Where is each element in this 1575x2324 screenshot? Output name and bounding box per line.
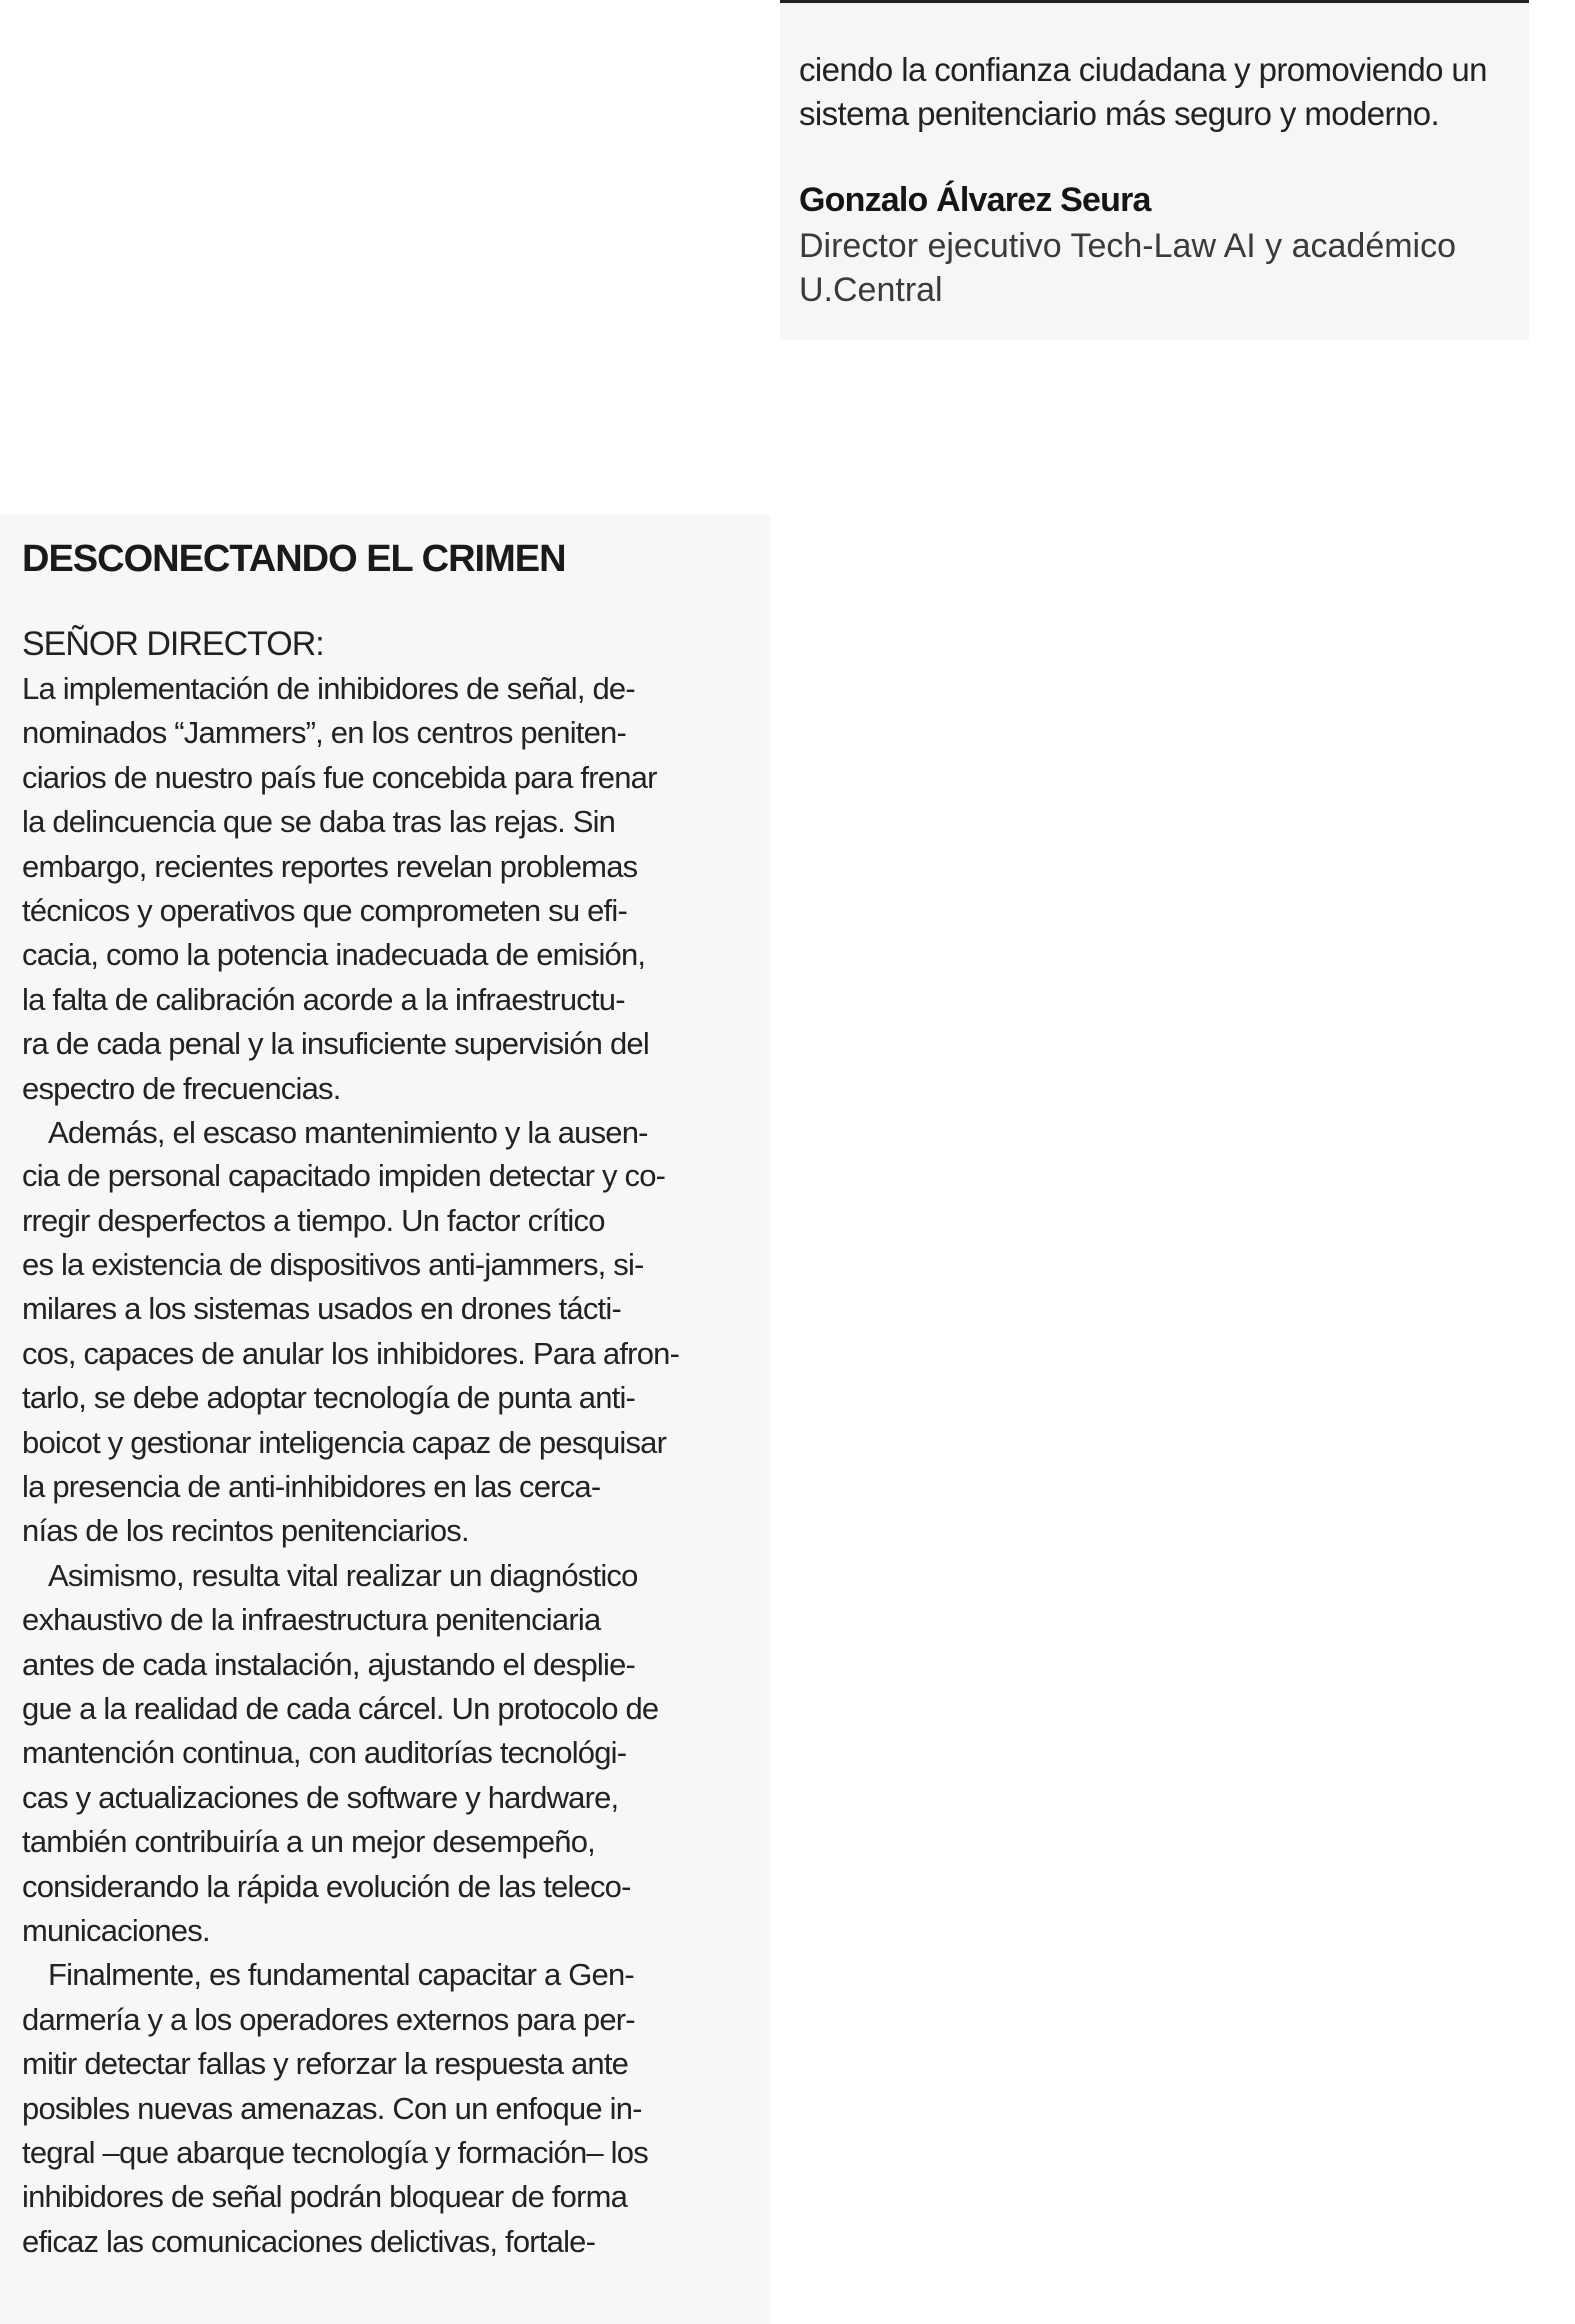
previous-letter-fragment (780, 0, 1529, 340)
body-line: tarlo, se debe adoptar tecnología de punta anti- (22, 1380, 636, 1416)
body-line: rregir desperfectos a tiempo. Un factor crítico (22, 1202, 605, 1238)
author-name: Gonzalo Álvarez Seura (799, 181, 1151, 219)
author-role (799, 224, 1519, 312)
body-line: tegral –que abarque tecnología y formación– los (22, 2134, 648, 2170)
paragraph-start-line: Además, el escaso mantenimiento y la ausen- (48, 1114, 648, 1150)
body-line: es la existencia de dispositivos anti-jammers, si- (22, 1247, 644, 1283)
author-role-line: U.Central (799, 271, 943, 309)
body-line: antes de cada instalación, ajustando el desplie- (22, 1646, 636, 1682)
body-line: municaciones. (22, 1912, 210, 1948)
body-line: milares a los sistemas usados en drones tácti- (22, 1291, 621, 1327)
letter-salutation: SEÑOR DIRECTOR: (22, 625, 324, 663)
body-line: posibles nuevas amenazas. Con un enfoque in- (22, 2090, 642, 2126)
body-line: mantención continua, con auditorías tecnológi- (22, 1735, 627, 1771)
letter-body (22, 667, 757, 2264)
body-line: la presencia de anti-inhibidores en las cerca- (22, 1469, 601, 1505)
body-line: nías de los recintos penitenciarios. (22, 1513, 469, 1549)
letter-headline: DESCONECTANDO EL CRIMEN (22, 538, 566, 580)
closing-line: sistema penitenciario más seguro y moderno. (799, 95, 1440, 132)
body-line: la falta de calibración acorde a la infraestructu- (22, 981, 625, 1017)
body-line: gue a la realidad de cada cárcel. Un protocolo de (22, 1690, 659, 1726)
column-divider-rule (780, 0, 1529, 3)
body-line: cas y actualizaciones de software y hardware, (22, 1779, 619, 1815)
body-line: cacia, como la potencia inadecuada de emisión, (22, 937, 646, 973)
body-line: darmería y a los operadores externos para per- (22, 2001, 635, 2037)
body-line: nominados “Jammers”, en los centros peniten- (22, 715, 627, 751)
body-line: también contribuiría a un mejor desempeño, (22, 1824, 595, 1860)
letter-to-editor (0, 515, 770, 2324)
body-line: cia de personal capacitado impiden detectar y co- (22, 1159, 666, 1194)
body-line: considerando la rápida evolución de las teleco- (22, 1868, 631, 1904)
paragraph-start-line: Asimismo, resulta vital realizar un diagnóstico (48, 1557, 638, 1593)
body-line: mitir detectar fallas y reforzar la respuesta ante (22, 2046, 629, 2082)
body-line: ciarios de nuestro país fue concebida para frenar (22, 759, 657, 795)
body-line: cos, capaces de anular los inhibidores. Para afron- (22, 1335, 680, 1371)
body-line: La implementación de inhibidores de señal, de- (22, 671, 635, 706)
author-role-line: Director ejecutivo Tech-Law AI y académico (799, 227, 1457, 265)
paragraph-start-line: Finalmente, es fundamental capacitar a Gen- (48, 1957, 634, 1993)
body-line: eficaz las comunicaciones delictivas, fortale- (22, 2223, 596, 2259)
body-line: inhibidores de señal podrán bloquear de forma (22, 2179, 628, 2215)
body-line: embargo, recientes reportes revelan problemas (22, 848, 638, 884)
closing-line: ciendo la confianza ciudadana y promoviendo un (799, 51, 1487, 88)
previous-letter-closing (799, 48, 1529, 136)
body-line: técnicos y operativos que comprometen su efi- (22, 892, 627, 928)
body-line: ra de cada penal y la insuficiente supervisión del (22, 1026, 649, 1062)
body-line: espectro de frecuencias. (22, 1070, 341, 1106)
body-line: la delincuencia que se daba tras las rejas. Sin (22, 804, 616, 840)
body-line: boicot y gestionar inteligencia capaz de pesquisar (22, 1424, 667, 1460)
body-line: exhaustivo de la infraestructura penitenciaria (22, 1602, 601, 1638)
